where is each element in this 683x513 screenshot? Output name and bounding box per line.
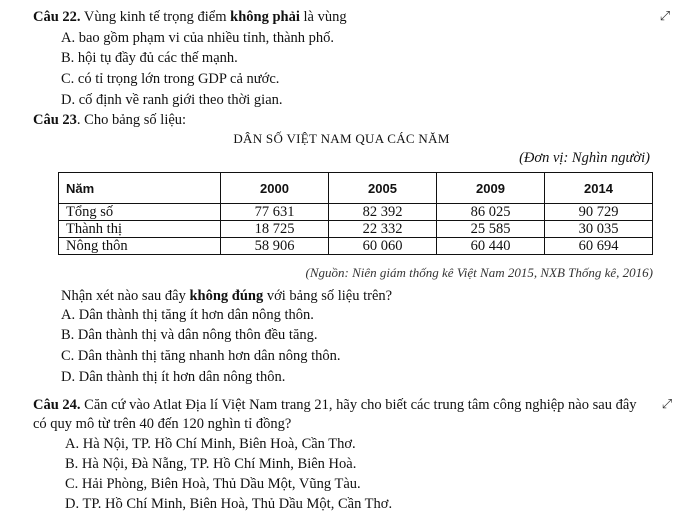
q23-stem [33, 111, 186, 129]
table-unit: (Đơn vị: Nghìn người) [519, 150, 650, 166]
q24-option-d[interactable]: D. TP. Hồ Chí Minh, Biên Hoà, Thủ Dầu Một, Cần Thơ. [65, 496, 393, 512]
row-label: Thành thị [59, 221, 221, 238]
q23-prompt-post: với bảng số liệu trên? [263, 288, 393, 304]
q24-stem-line2: có quy mô từ trên 40 đến 120 nghìn tỉ đồng? [33, 416, 292, 432]
q22-option-c[interactable]: C. có tỉ trọng lớn trong GDP cả nước. [61, 71, 280, 87]
q23-option-d[interactable]: D. Dân thành thị ít hơn dân nông thôn. [61, 369, 286, 385]
table-cell: 86 025 [437, 204, 545, 221]
q23-label: Câu 23 [33, 112, 77, 128]
expand-icon[interactable]: ⤢ [661, 397, 673, 412]
table-cell: 60 694 [545, 238, 653, 255]
table-cell: 25 585 [437, 221, 545, 238]
table-row [59, 221, 653, 238]
q23-option-a[interactable]: A. Dân thành thị tăng ít hơn dân nông thôn. [61, 307, 314, 323]
table-title: DÂN SỐ VIỆT NAM QUA CÁC NĂM [233, 131, 450, 146]
table-source: (Nguồn: Niên giám thống kê Việt Nam 2015, NXB Thống kê, 2016) [305, 265, 653, 280]
q24-stem-line1 [33, 396, 663, 414]
table-cell: 30 035 [545, 221, 653, 238]
q24-stem-text: Căn cứ vào Atlat Địa lí Việt Nam trang 21, hãy cho biết các trung tâm công nghiệp nào sau đây [80, 397, 637, 413]
q24-option-b[interactable]: B. Hà Nội, Đà Nẵng, TP. Hồ Chí Minh, Biên Hoà. [65, 456, 357, 472]
table-cell: 58 906 [221, 238, 329, 255]
q22-stem-bold: không phải [230, 9, 300, 25]
q23-prompt-bold: không đúng [189, 288, 264, 304]
q23-stem-text: . Cho bảng số liệu: [76, 112, 187, 128]
q23-option-c[interactable]: C. Dân thành thị tăng nhanh hơn dân nông thôn. [61, 348, 341, 364]
table-cell: 82 392 [329, 204, 437, 221]
row-label: Tổng số [59, 204, 221, 221]
row-label: Nông thôn [59, 238, 221, 255]
q22-option-a[interactable]: A. bao gồm phạm vi của nhiều tỉnh, thành phố. [61, 30, 335, 46]
table-row [59, 204, 653, 221]
table-cell: 60 060 [329, 238, 437, 255]
table-cell: 18 725 [221, 221, 329, 238]
table-cell: 22 332 [329, 221, 437, 238]
header-2005: 2005 [329, 173, 437, 204]
q22-option-b[interactable]: B. hội tụ đầy đủ các thế mạnh. [61, 50, 238, 66]
q23-prompt [61, 287, 392, 305]
q22-stem-pre: Vùng kinh tế trọng điểm [83, 9, 231, 25]
table-cell: 60 440 [437, 238, 545, 255]
table-row [59, 238, 653, 255]
table-cell: 90 729 [545, 204, 653, 221]
q23-prompt-pre: Nhận xét nào sau đây [61, 288, 190, 304]
q23-option-b[interactable]: B. Dân thành thị và dân nông thôn đều tăng. [61, 327, 318, 343]
q22-option-d[interactable]: D. cố định về ranh giới theo thời gian. [61, 92, 283, 108]
header-year: Năm [59, 173, 221, 204]
q22-stem [33, 8, 347, 26]
header-2014: 2014 [545, 173, 653, 204]
q24-option-a[interactable]: A. Hà Nội, TP. Hồ Chí Minh, Biên Hoà, Cần Thơ. [65, 436, 356, 452]
population-table [58, 172, 653, 255]
header-2000: 2000 [221, 173, 329, 204]
q24-option-c[interactable]: C. Hải Phòng, Biên Hoà, Thủ Dầu Một, Vũng Tàu. [65, 476, 361, 492]
table-cell: 77 631 [221, 204, 329, 221]
q22-stem-post: là vùng [299, 9, 347, 25]
table-header-row [59, 173, 653, 204]
q22-label: Câu 22. [33, 9, 81, 25]
q24-label: Câu 24. [33, 397, 81, 413]
header-2009: 2009 [437, 173, 545, 204]
expand-icon[interactable]: ⤢ [659, 9, 671, 24]
